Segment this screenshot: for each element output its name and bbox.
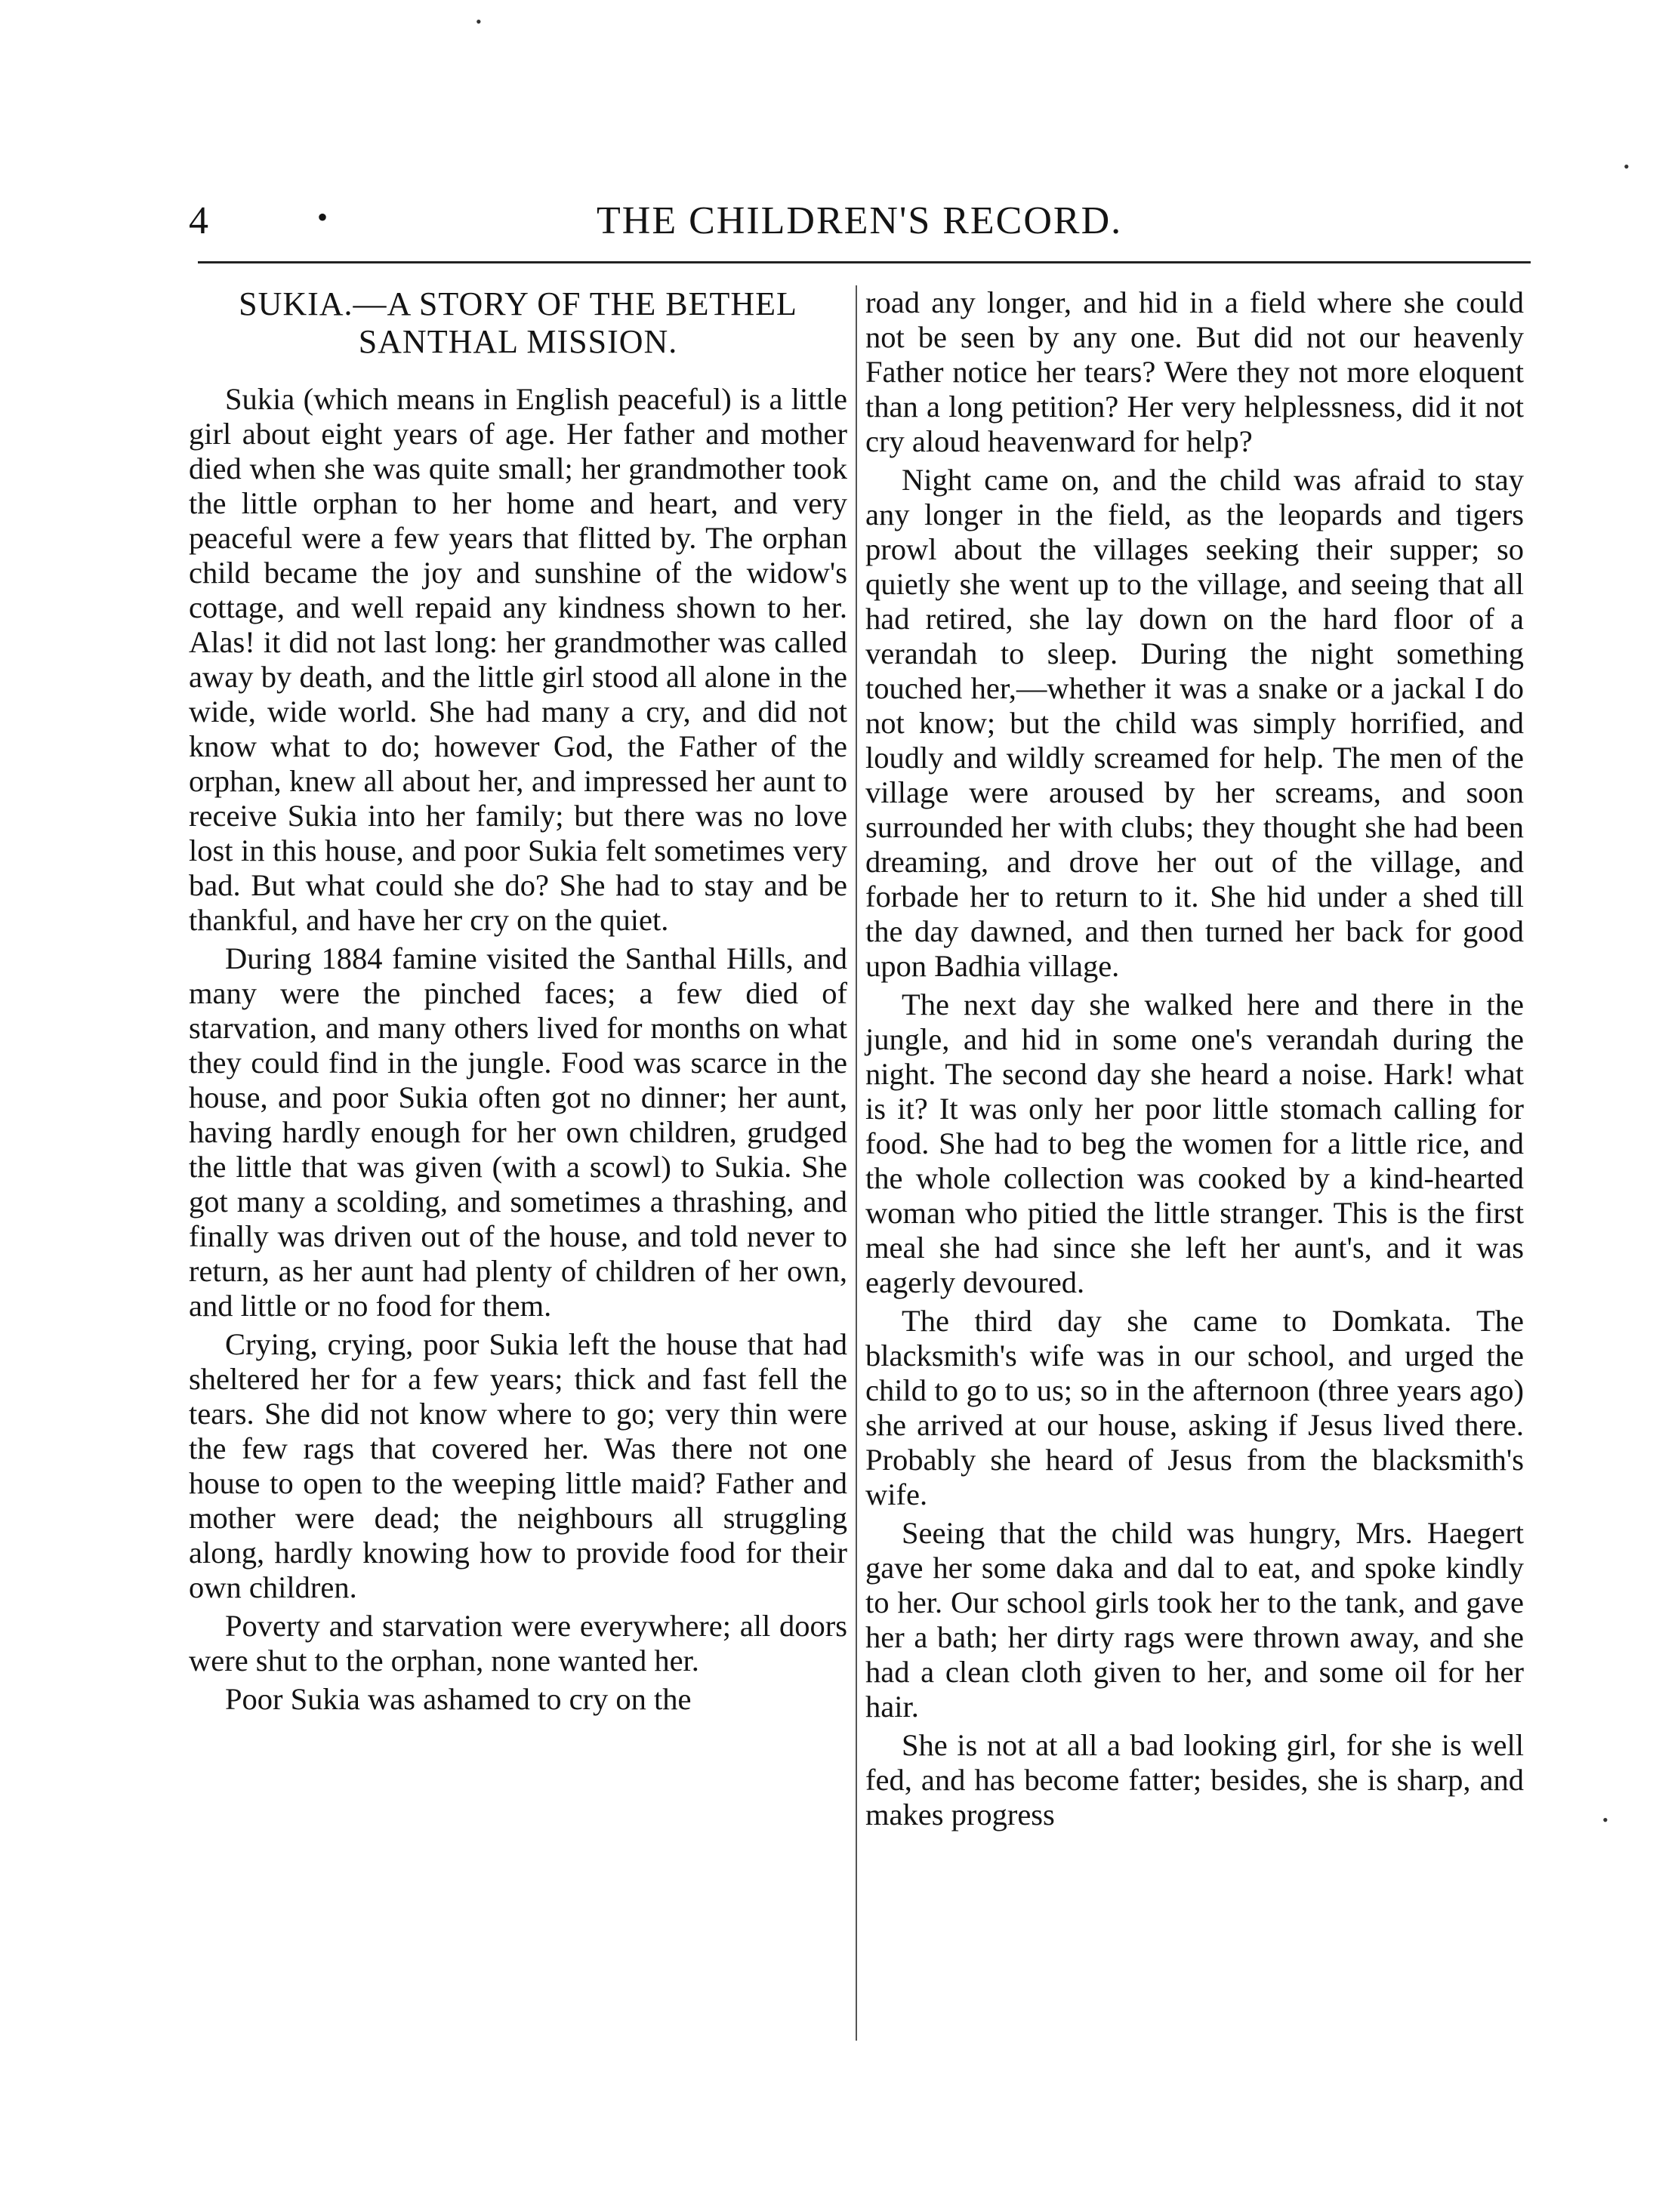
paragraph: Poor Sukia was ashamed to cry on the bbox=[225, 1682, 692, 1716]
paragraph: Night came on, and the child was afraid to stay any longer in the field, as the leopards and tigers prowl about the villages seeking their supper; so quietly she went up to the village, and seeing that all had retired, she lay down on the hard floor of a verandah to sleep. During the night something touched her,—whether it was a snake or a jackal I do not know; but the child was simply horrified, and loudly and wildly screamed for help. The men of the village were aroused by her screams, and soon surrounded her with clubs; they thought she had been dreaming, and drove her out of the village, and forbade her to return to it. She hid under a shed till the day dawned, and then turned her back for good upon Badhia village. bbox=[865, 463, 1524, 983]
paragraph: The third day she came to Domkata. The blacksmith's wife was in our school, and urged the child to go to us; so in the afternoon (three years ago) she arrived at our house, asking if Jesus lived there. Probably she heard of Jesus from the blacksmith's wife. bbox=[865, 1304, 1524, 1511]
paragraph: She is not at all a bad looking girl, for she is well fed, and has become fatter; besides, she is sharp, and makes progress bbox=[865, 1728, 1524, 1832]
paragraph: During 1884 famine visited the Santhal Hills, and many were the pinched faces; a few died of starvation, and many others lived for months on what they could find in the jungle. Food was scarce in the house, and poor Sukia often got no dinner; her aunt, having hardly enough for her own children, grudged the little that was given (with a scowl) to Sukia. She got many a scolding, and sometimes a thrashing, and finally was driven out of the house, and told never to return, as her aunt had plenty of children of her own, and little or no food for them. bbox=[189, 941, 847, 1323]
running-header bbox=[189, 195, 1529, 248]
paragraph: Crying, crying, poor Sukia left the house that had sheltered her for a few years; thick and fast fell the tears. She did not know where to go; very thin were the few rags that covered her. Was there not one house to open to the weeping little maid? Father and mother were dead; the neighbours all struggling along, hardly knowing how to provide food for their own children. bbox=[189, 1327, 847, 1604]
paragraph: Poverty and starvation were everywhere; all doors were shut to the orphan, none wanted her. bbox=[189, 1609, 847, 1677]
paragraph: Seeing that the child was hungry, Mrs. Haegert gave her some daka and dal to eat, and spoke kindly to her. Our school girls took her to the tank, and gave her a bath; her dirty rags were thrown away, and she had a clean cloth given to her, and some oil for her hair. bbox=[865, 1516, 1524, 1724]
print-speck: • bbox=[476, 12, 482, 31]
print-speck: • bbox=[1602, 1810, 1608, 1829]
left-column bbox=[189, 285, 847, 1721]
page-number: 4 bbox=[189, 199, 208, 242]
paragraph: The next day she walked here and there in the jungle, and hid in some one's verandah during the night. The second day she heard a noise. Hark! what is it? It was only her poor little stomach calling for food. She had to beg the women for a little rice, and the whole collection was cooked by a kind-hearted woman who pitied the little stranger. This is the first meal she had since she left her aunt's, and it was eagerly devoured. bbox=[865, 987, 1524, 1299]
paragraph: road any longer, and hid in a field where she could not be seen by any one. But did not our heavenly Father notice her tears? Were they not more eloquent than a long petition? Her very helplessness, did it not cry aloud heavenward for help? bbox=[865, 285, 1524, 458]
print-speck: • bbox=[1624, 157, 1630, 176]
running-title: THE CHILDREN'S RECORD. bbox=[597, 199, 1123, 242]
header-rule bbox=[198, 261, 1531, 263]
paragraph: Sukia (which means in English peaceful) is a little girl about eight years of age. Her father and mother died when she was quite small; her grandmother took the little orphan to her home and heart, and very peaceful were a few years that flitted by. The orphan child became the joy and sunshine of the widow's cottage, and well repaid any kindness shown to her. Alas! it did not last long: her grandmother was called away by death, and the little girl stood all alone in the wide, wide world. She had many a cry, and did not know what to do; however God, the Father of the orphan, knew all about her, and impressed her aunt to receive Sukia into her family; but there was no love lost in this house, and poor Sukia felt sometimes very bad. But what could she do? She had to stay and be thankful, and have her cry on the quiet. bbox=[189, 382, 847, 937]
right-column bbox=[865, 285, 1524, 1836]
header-dot: • bbox=[317, 200, 328, 234]
column-divider bbox=[856, 285, 857, 2041]
article-title: SUKIA.—A STORY OF THE BETHEL SANTHAL MISSION. bbox=[239, 285, 797, 360]
